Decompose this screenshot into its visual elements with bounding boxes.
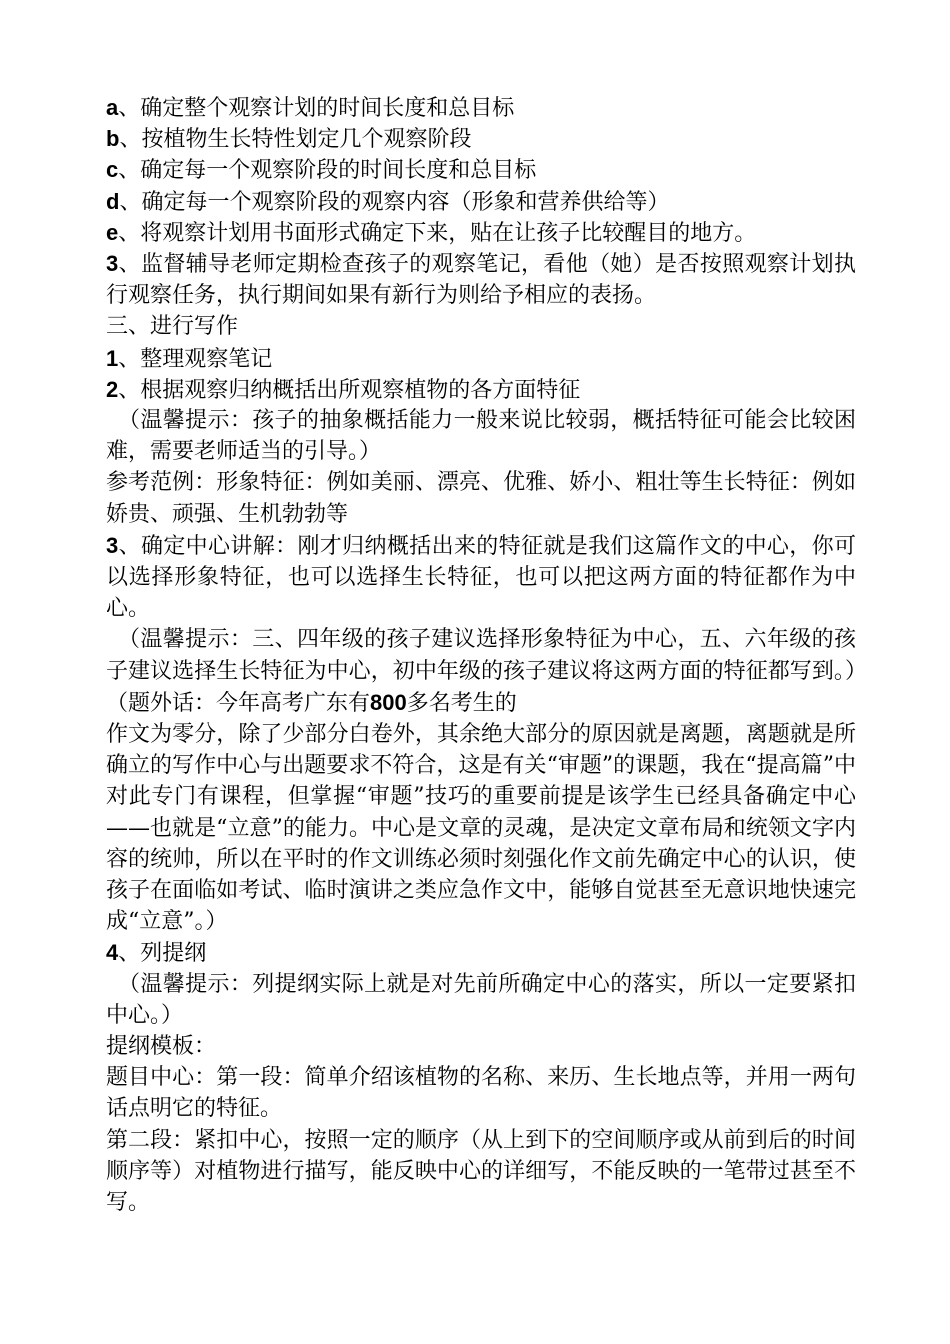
list-marker: 3 — [106, 532, 119, 558]
tip-number: 800 — [370, 689, 407, 715]
list-item-text: 、确定每一个观察阶段的观察内容（形象和营养供给等） — [119, 189, 670, 215]
list-marker: b — [106, 126, 120, 152]
aside-paragraph: 作文为零分，除了少部分白卷外，其余绝大部分的原因就是离题，离题就是所确立的写作中心与出题要求不符合，这是有关“审题”的课题，我在“提高篇”中对此专门有课程，但掌握“审题”技巧的重要前提是该学生已经具备确定中心——也就是“立意”的能力。中心是文章的灵魂，是决定文章布局和统领文字内容的统帅，所以在平时的作文训练必须时刻强化作文前先确定中心的认识，使孩子在面临如考试、临时演讲之类应急作文中，能够自觉甚至无意识地快速完成“立意”。） — [106, 721, 856, 935]
step-1 — [106, 343, 856, 374]
list-marker: 4 — [106, 940, 119, 966]
list-marker: a — [106, 95, 119, 120]
list-item-c — [106, 154, 856, 185]
step-text: 、列提纲 — [118, 941, 207, 967]
tip-text: （温馨提示：三、四年级的孩子建议选择形象特征为中心，五、六年级的孩子建议选择生长特征为中心，初中年级的孩子建议将这两方面的特征都写到。）（题外话：今年高考广东有 — [106, 627, 856, 716]
list-marker: 3 — [106, 250, 119, 276]
list-marker: 1 — [106, 345, 119, 371]
list-item-text: 、确定整个观察计划的时间长度和总目标 — [118, 96, 515, 121]
step-3 — [106, 530, 856, 625]
tip-paragraph-1: （温馨提示：孩子的抽象概括能力一般来说比较弱，概括特征可能会比较困难，需要老师适当的引导。） — [106, 407, 856, 465]
outline-paragraph-1: 题目中心：第一段：简单介绍该植物的名称、来历、生长地点等，并用一两句话点明它的特征。 — [106, 1065, 856, 1122]
step-2 — [106, 374, 856, 405]
list-marker: 2 — [106, 376, 119, 402]
paragraph-supervise — [106, 248, 856, 311]
list-item-b — [106, 123, 856, 154]
list-item-text: 、确定每一个观察阶段的时间长度和总目标 — [118, 158, 537, 184]
list-item-text: 、按植物生长特性划定几个观察阶段 — [119, 127, 472, 153]
list-marker: c — [106, 157, 119, 183]
list-item-a — [106, 92, 856, 123]
step-text: 、整理观察笔记 — [118, 346, 273, 372]
list-item-e — [106, 217, 856, 248]
outline-paragraph-2: 第二段：紧扣中心，按照一定的顺序（从上到下的空间顺序或从前到后的时间顺序等）对植物进行描写，能反映中心的详细写，不能反映的一笔带过甚至不写。 — [106, 1127, 856, 1215]
list-item-text: 、将观察计划用书面形式确定下来，贴在让孩子比较醒目的地方。 — [118, 220, 757, 246]
paragraph-text: 、监督辅导老师定期检查孩子的观察笔记，看他（她）是否按照观察计划执行观察任务，执行期间如果有新行为则给予相应的表扬。 — [106, 251, 856, 309]
tip-paragraph-2 — [106, 624, 856, 719]
tip-text-end: 多名考生的 — [406, 690, 517, 716]
list-marker: e — [106, 219, 119, 245]
step-text: 、确定中心讲解：刚才归纳概括出来的特征就是我们这篇作文的中心，你可以选择形象特征，也可以选择生长特征，也可以把这两方面的特征都作为中心。 — [106, 533, 856, 622]
section-title: 三、进行写作 — [106, 314, 239, 340]
step-4 — [106, 937, 856, 968]
example-paragraph: 参考范例：形象特征：例如美丽、漂亮、优雅、娇小、粗壮等生长特征：例如娇贵、顽强、生机勃勃等 — [106, 470, 856, 527]
list-item-d — [106, 186, 856, 217]
tip-paragraph-3: （温馨提示：列提纲实际上就是对先前所确定中心的落实，所以一定要紧扣中心。） — [106, 971, 856, 1028]
step-text: 、根据观察归纳概括出所观察植物的各方面特征 — [118, 377, 581, 403]
outline-label: 提纲模板： — [106, 1033, 217, 1059]
document-page — [106, 92, 856, 1218]
list-marker: d — [106, 188, 120, 214]
